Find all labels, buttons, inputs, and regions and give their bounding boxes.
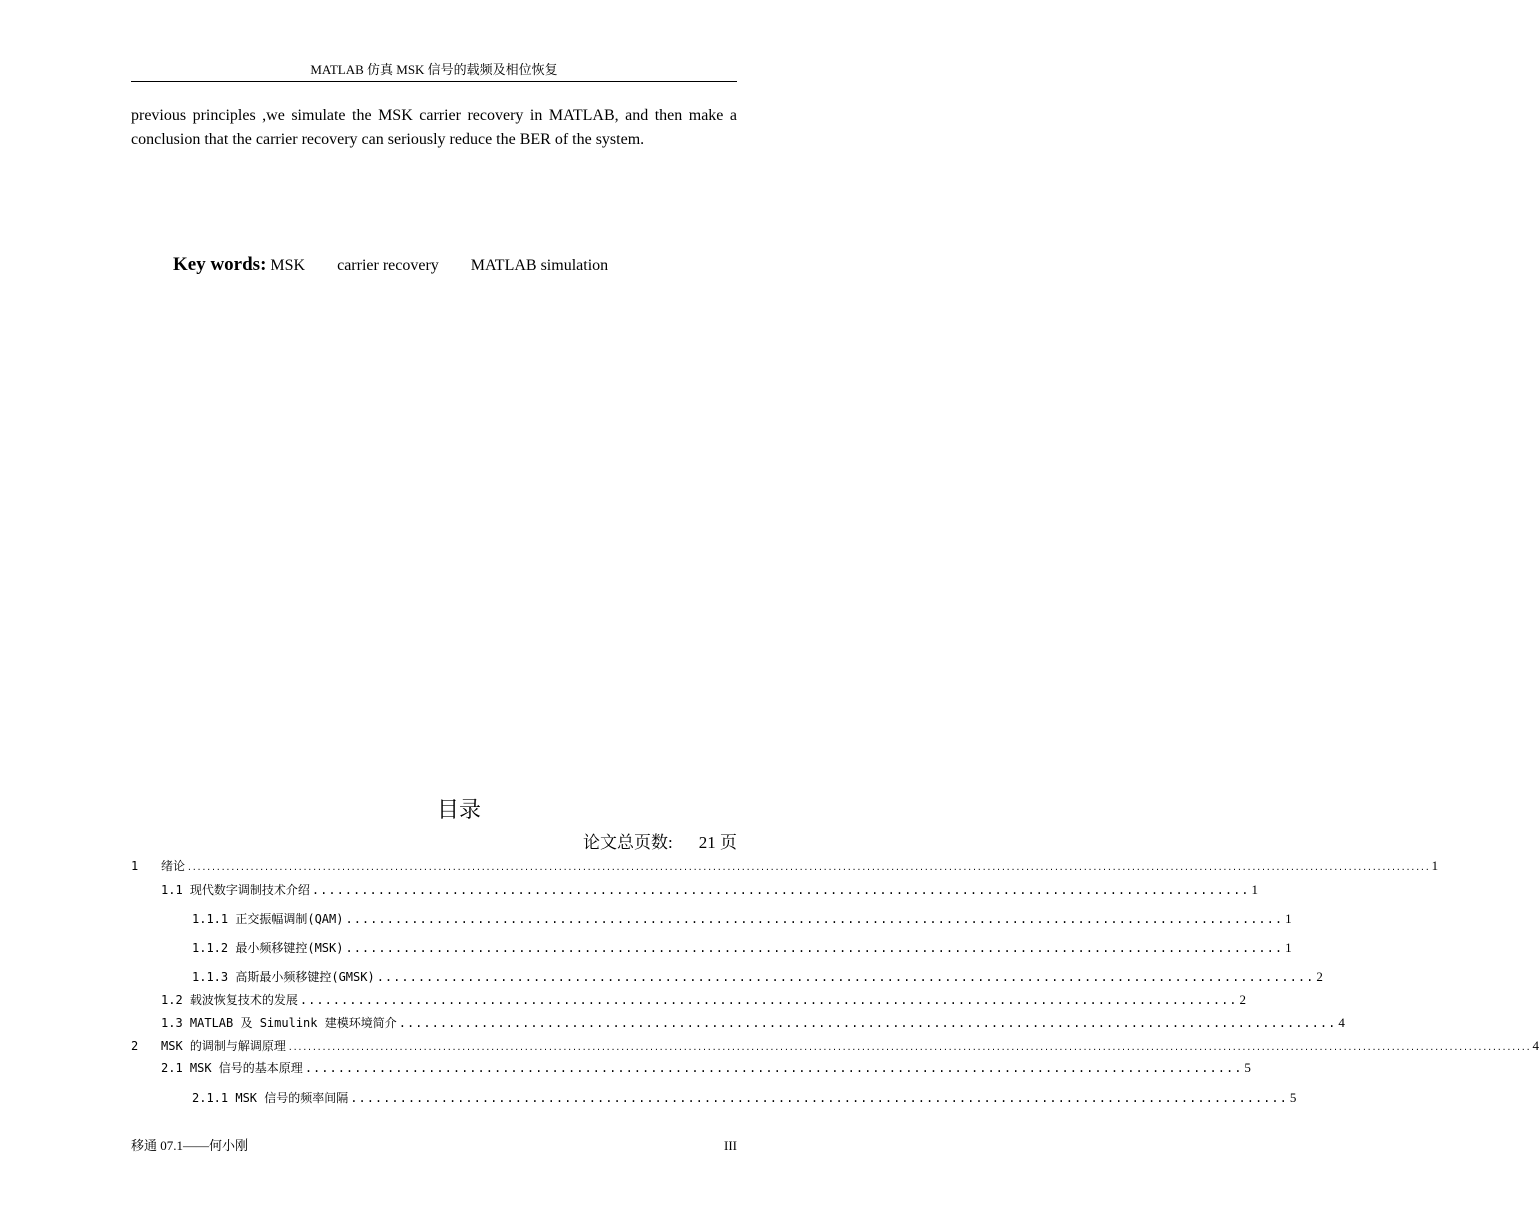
toc-entry-text: 1.3 MATLAB 及 Simulink 建模环境简介	[161, 1016, 397, 1030]
toc-entry-page: 4	[1532, 1038, 1539, 1053]
toc-entry-text: 1.1.1 正交振幅调制(QAM)	[192, 912, 344, 926]
keyword-item: MSK	[270, 257, 306, 274]
total-pages-value: 21 页	[698, 833, 737, 852]
keyword-item: carrier recovery	[337, 257, 439, 274]
header-rule	[131, 81, 737, 82]
toc-entry-page: 5	[1244, 1060, 1251, 1075]
toc-leader: ..................................................................................................................................................................................................................................................................	[187, 863, 1430, 872]
toc-entry[interactable]	[192, 1089, 1297, 1107]
toc-title: 目录	[436, 797, 481, 822]
toc-entry-page: 1	[1431, 858, 1439, 873]
toc-entry-page: 2	[1316, 969, 1323, 984]
toc-total-pages	[131, 831, 737, 855]
toc-entry[interactable]	[192, 939, 1292, 957]
running-footer-author: 移通 07.1——何小刚	[131, 1138, 249, 1153]
toc-entry[interactable]	[131, 857, 1439, 877]
toc-entry-page: 1	[1251, 882, 1259, 897]
toc-entry[interactable]	[131, 1037, 1539, 1057]
running-header: MATLAB 仿真 MSK 信号的载频及相位恢复	[310, 62, 558, 77]
toc-entry-page: 4	[1338, 1015, 1345, 1030]
toc-entry-text: 1.1 现代数字调制技术介绍	[161, 883, 310, 897]
abstract-paragraph: previous principles ,we simulate the MSK carrier recovery in MATLAB, and then make a conclusion that the carrier recovery can seriously reduce the BER of the system.	[131, 107, 737, 148]
toc-entry-number: 1	[131, 859, 139, 873]
toc-leader: ..................................................................................................................................................................................................................................................................	[287, 1043, 1531, 1052]
toc-entry-page: 5	[1289, 1090, 1297, 1105]
toc-entry[interactable]	[192, 968, 1323, 986]
toc-entry[interactable]	[161, 1059, 1251, 1077]
keywords-line	[173, 252, 608, 279]
toc-leader: ..................................................................................................................	[304, 1061, 1243, 1075]
toc-entry-page: 1	[1285, 940, 1292, 955]
toc-entry-text: MSK 的调制与解调原理	[161, 1039, 286, 1053]
total-pages-label: 论文总页数:	[583, 833, 673, 852]
toc-entry[interactable]	[192, 910, 1292, 928]
keywords-label: Key words:	[173, 254, 267, 275]
toc-leader: ..................................................................................................................	[345, 941, 1284, 955]
toc-entry[interactable]	[161, 1014, 1345, 1032]
toc-entry-page: 2	[1239, 992, 1247, 1007]
toc-entry-text: 2.1 MSK 信号的基本原理	[161, 1061, 303, 1075]
toc-entry-page: 1	[1285, 911, 1292, 926]
page-number: III	[724, 1138, 737, 1153]
toc-leader: ..................................................................................................................	[376, 970, 1315, 984]
toc-leader: ..................................................................................................................	[299, 993, 1238, 1007]
toc-leader: ..................................................................................................................	[345, 912, 1284, 926]
toc-entry-text: 1.2 载波恢复技术的发展	[161, 993, 298, 1007]
toc-leader: ..................................................................................................................	[398, 1016, 1337, 1030]
toc-entry[interactable]	[161, 881, 1259, 899]
toc-entry[interactable]	[161, 991, 1247, 1009]
toc-entry-text: 1.1.3 高斯最小频移键控(GMSK)	[192, 970, 375, 984]
toc-leader: ..................................................................................................................	[350, 1091, 1288, 1105]
toc-leader: ..................................................................................................................	[311, 883, 1250, 897]
toc-entry-text: 2.1.1 MSK 信号的频率间隔	[192, 1091, 349, 1105]
toc-entry-text: 1.1.2 最小频移键控(MSK)	[192, 941, 344, 955]
toc-entry-text: 绪论	[161, 859, 186, 873]
toc-entry-number: 2	[131, 1039, 139, 1053]
keyword-item: MATLAB simulation	[470, 257, 609, 274]
